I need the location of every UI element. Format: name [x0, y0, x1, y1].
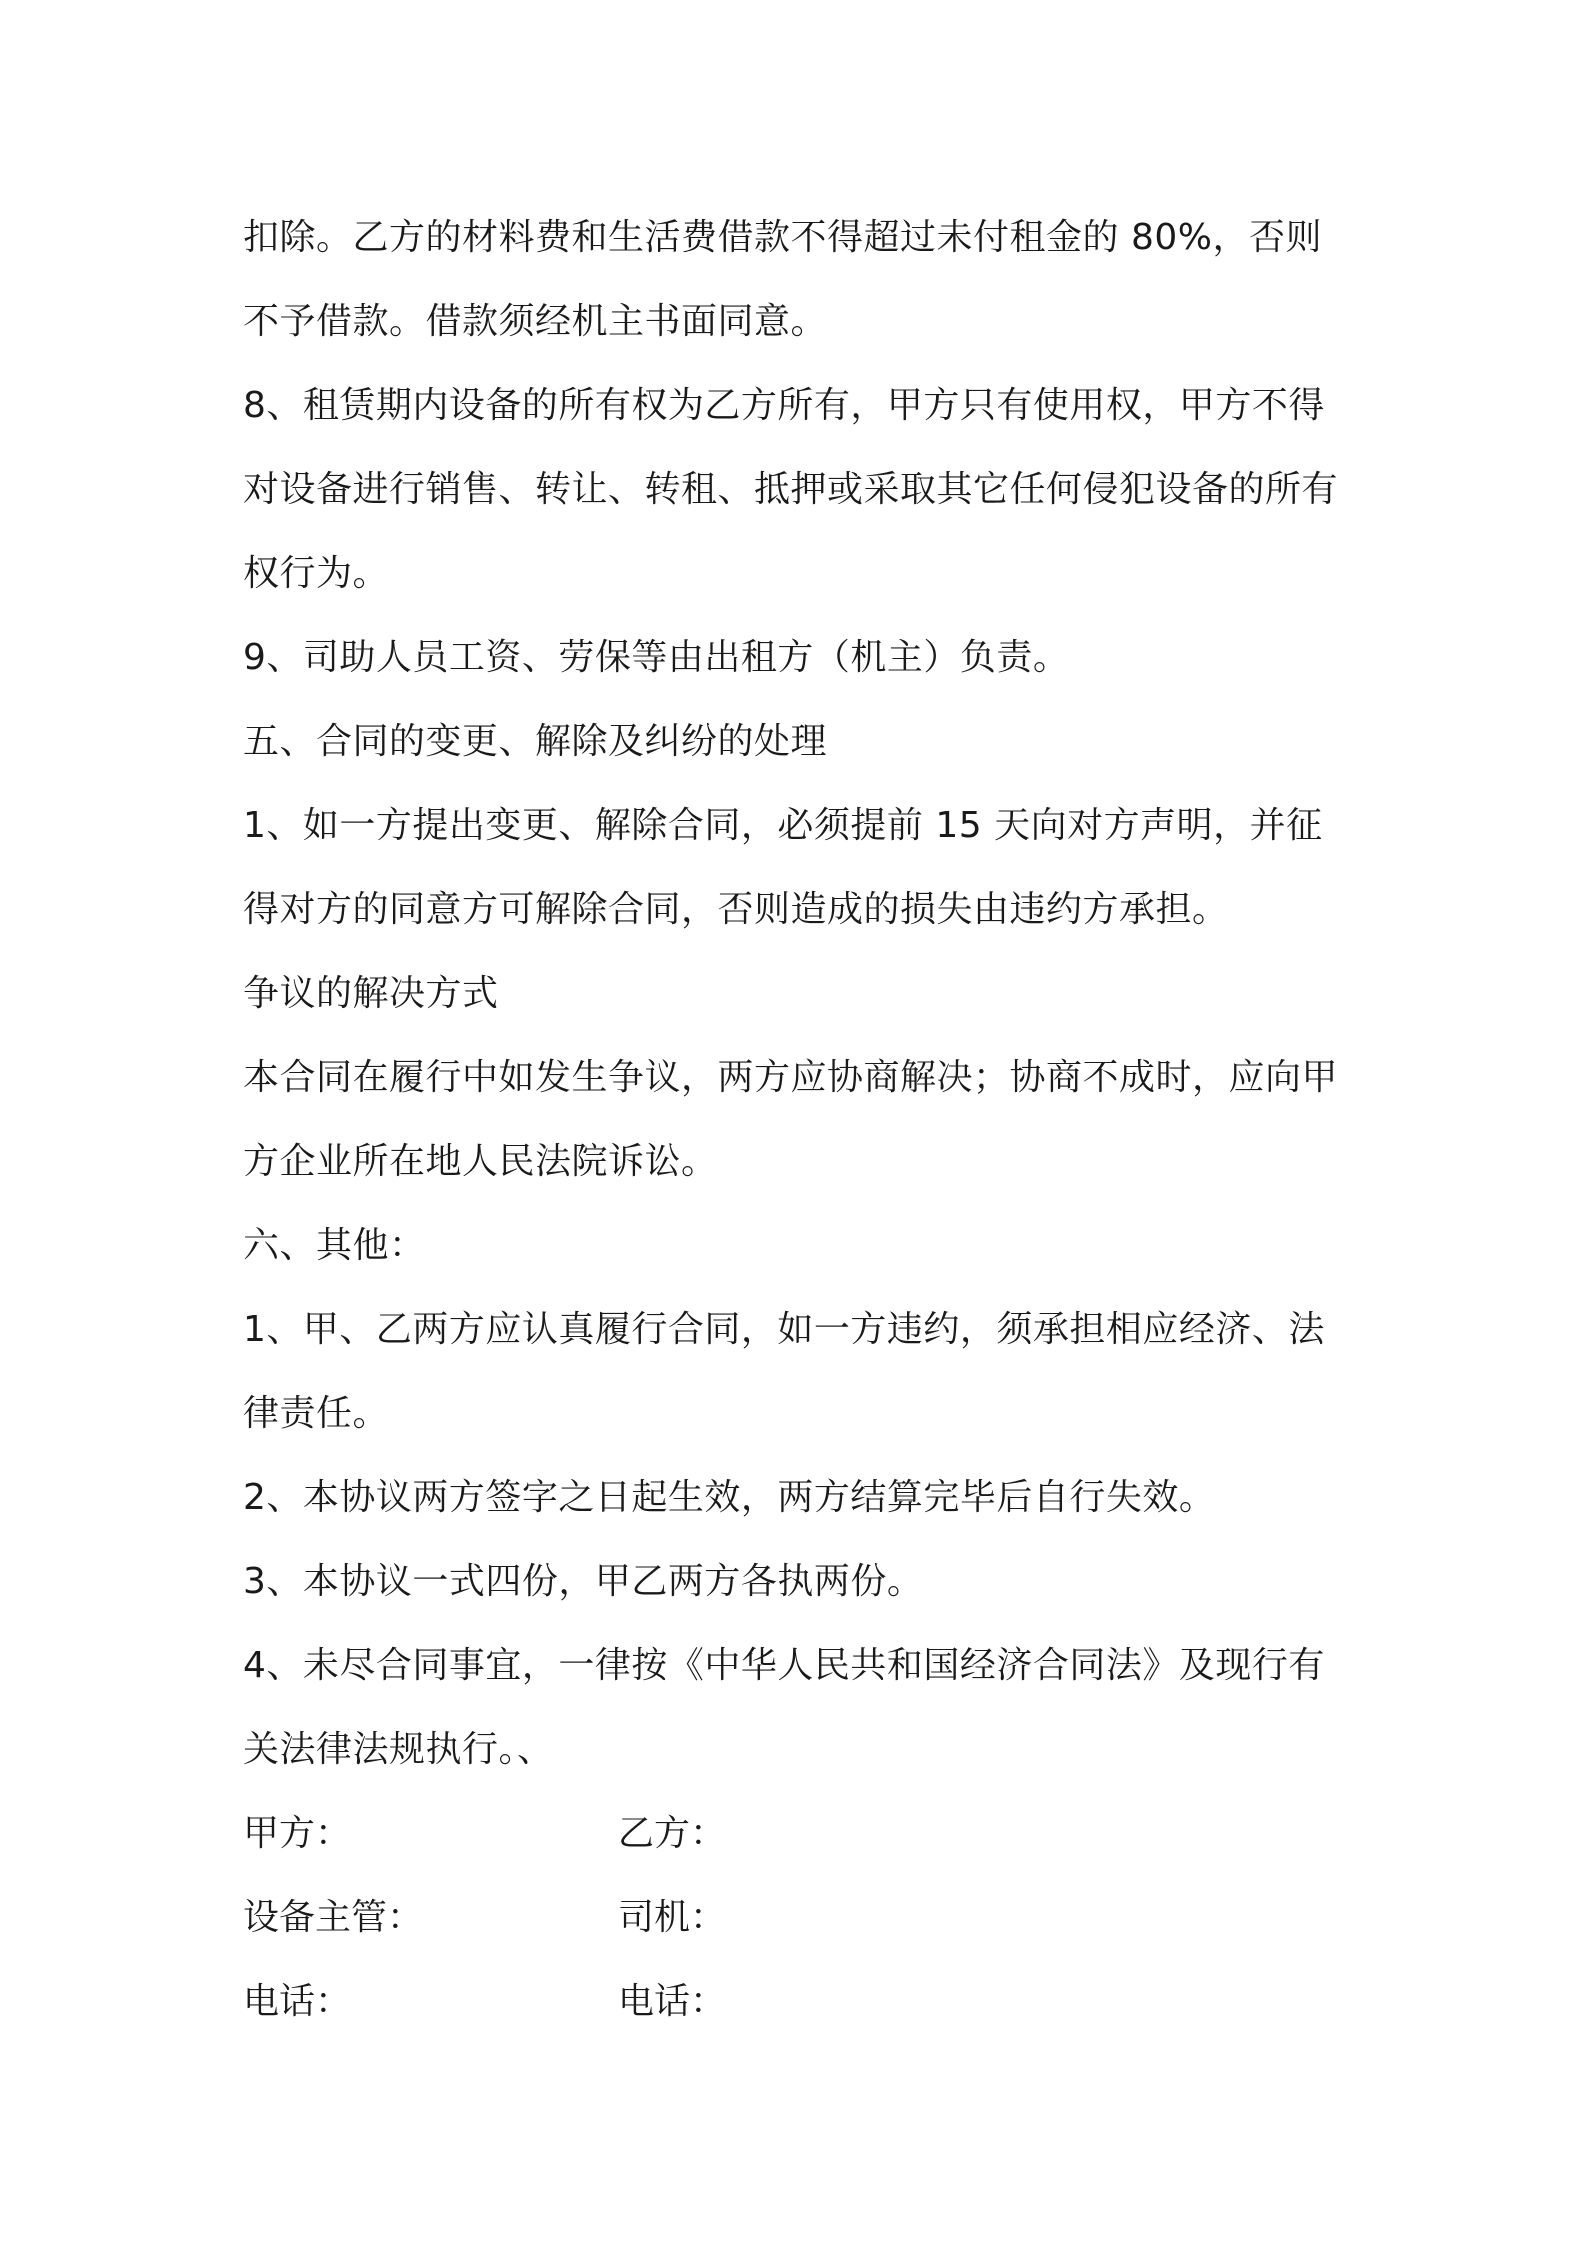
- clause-6-2: 2、本协议两方签字之日起生效，两方结算完毕后自行失效。: [243, 1477, 1216, 1518]
- signature-row-party: [243, 1792, 1373, 1876]
- party-a-label: 甲方：: [243, 1813, 352, 1854]
- clause-6-4: 4、未尽合同事宜，一律按《中华人民共和国经济合同法》及现行有: [243, 1645, 1325, 1686]
- text-line: 得对方的同意方可解除合同，否则造成的损失由违约方承担。: [243, 889, 1229, 930]
- text-line: 不予借款。借款须经机主书面同意。: [243, 301, 828, 342]
- dispute-heading: 争议的解决方式: [243, 973, 499, 1014]
- text-line: 律责任。: [243, 1393, 390, 1434]
- section-heading-5: 五、合同的变更、解除及纠纷的处理: [243, 721, 828, 762]
- clause-6-1: 1、甲、乙两方应认真履行合同，如一方违约，须承担相应经济、法: [243, 1309, 1325, 1350]
- section-heading-6: 六、其他：: [243, 1225, 426, 1266]
- signature-row-phone: [243, 1960, 1373, 2044]
- text-line: 扣除。乙方的材料费和生活费借款不得超过未付租金的 80%，否则: [243, 217, 1322, 258]
- signature-row-role: [243, 1876, 1373, 1960]
- clause-8: 8、租赁期内设备的所有权为乙方所有，甲方只有使用权，甲方不得: [243, 385, 1325, 426]
- clause-5-1: 1、如一方提出变更、解除合同，必须提前 15 天向对方声明，并征: [243, 805, 1323, 846]
- party-a-phone-label: 电话：: [243, 1981, 352, 2022]
- text-line: 权行为。: [243, 553, 390, 594]
- clause-9: 9、司助人员工资、劳保等由出租方（机主）负责。: [243, 637, 1070, 678]
- text-line: 方企业所在地人民法院诉讼。: [243, 1141, 718, 1182]
- text-line: 对设备进行销售、转让、转租、抵押或采取其它任何侵犯设备的所有: [243, 469, 1339, 510]
- party-b-label: 乙方：: [618, 1813, 727, 1854]
- document-page: [243, 196, 1373, 2044]
- clause-6-3: 3、本协议一式四份，甲乙两方各执两份。: [243, 1561, 924, 1602]
- equipment-manager-label: 设备主管：: [243, 1897, 424, 1938]
- party-b-phone-label: 电话：: [618, 1981, 727, 2022]
- dispute-text: 本合同在履行中如发生争议，两方应协商解决；协商不成时，应向甲: [243, 1057, 1339, 1098]
- text-line: 关法律法规执行。、: [243, 1729, 554, 1770]
- driver-label: 司机：: [618, 1897, 727, 1938]
